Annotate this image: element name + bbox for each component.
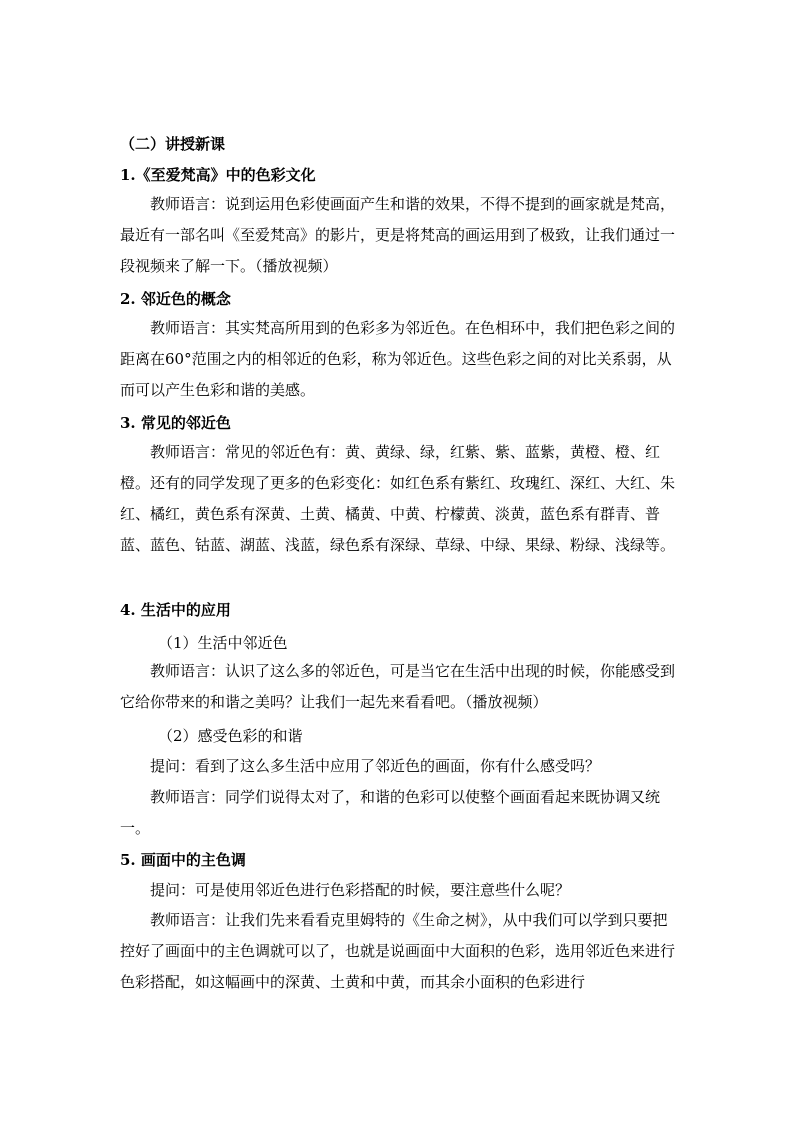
- paragraph-4-2: 提问：看到了这么多生活中应用了邻近色的画面，你有什么感受吗？: [150, 757, 601, 775]
- subheading-4-2: （2）感受色彩的和谐: [158, 727, 303, 745]
- subheading-4-1: （1）生活中邻近色: [158, 634, 288, 652]
- paragraph-3: 教师语言：常见的邻近色有：黄、黄绿、绿，红紫、紫、蓝紫，黄橙、橙、红橙。还有的同学发现了更多的色彩变化：如红色系有紫红、玫瑰红、深红、大红、朱红、橘红，黄色系有深黄、土黄、橘黄、中黄、柠檬黄、淡黄，蓝色系有群青、普蓝、蓝色、钴蓝、湖蓝、浅蓝，绿色系有深绿、草绿、中绿、果绿、粉绿、浅绿等。: [120, 443, 676, 554]
- paragraph-5-1: 提问：可是使用邻近色进行色彩搭配的时候，要注意些什么呢？: [150, 881, 571, 899]
- paragraph-5-2: 教师语言：让我们先来看看克里姆特的《生命之树》，从中我们可以学到只要把控好了画面中的主色调就可以了，也就是说画面中大面积的色彩，选用邻近色来进行色彩搭配，如这幅画中的深黄、土黄和中黄，而其余小面积的色彩进行: [120, 911, 676, 991]
- paragraph-4-3: 教师语言：同学们说得太对了，和谐的色彩可以使整个画面看起来既协调又统一。: [120, 788, 661, 837]
- heading-3: 3. 常见的邻近色: [120, 414, 231, 432]
- paragraph-1: 教师语言：说到运用色彩使画面产生和谐的效果，不得不提到的画家就是梵高，最近有一部名叫《至爱梵高》的影片，更是将梵高的画运用到了极致，让我们通过一段视频来了解一下。（播放视频）: [120, 195, 676, 275]
- section-title: （二）讲授新课: [120, 135, 226, 153]
- heading-1: 1.《至爱梵高》中的色彩文化: [120, 166, 316, 184]
- heading-2: 2. 邻近色的概念: [120, 290, 231, 308]
- paragraph-4-1: 教师语言：认识了这么多的邻近色，可是当它在生活中出现的时候，你能感受到它给你带来的和谐之美吗？让我们一起先来看看吧。（播放视频）: [120, 662, 676, 711]
- paragraph-2: 教师语言：其实梵高所用到的色彩多为邻近色。在色相环中，我们把色彩之间的距离在60°范围之内的相邻近的色彩，称为邻近色。这些色彩之间的对比关系弱，从而可以产生色彩和谐的美感。: [120, 319, 676, 399]
- heading-5: 5. 画面中的主色调: [120, 851, 246, 869]
- heading-4: 4. 生活中的应用: [120, 601, 231, 619]
